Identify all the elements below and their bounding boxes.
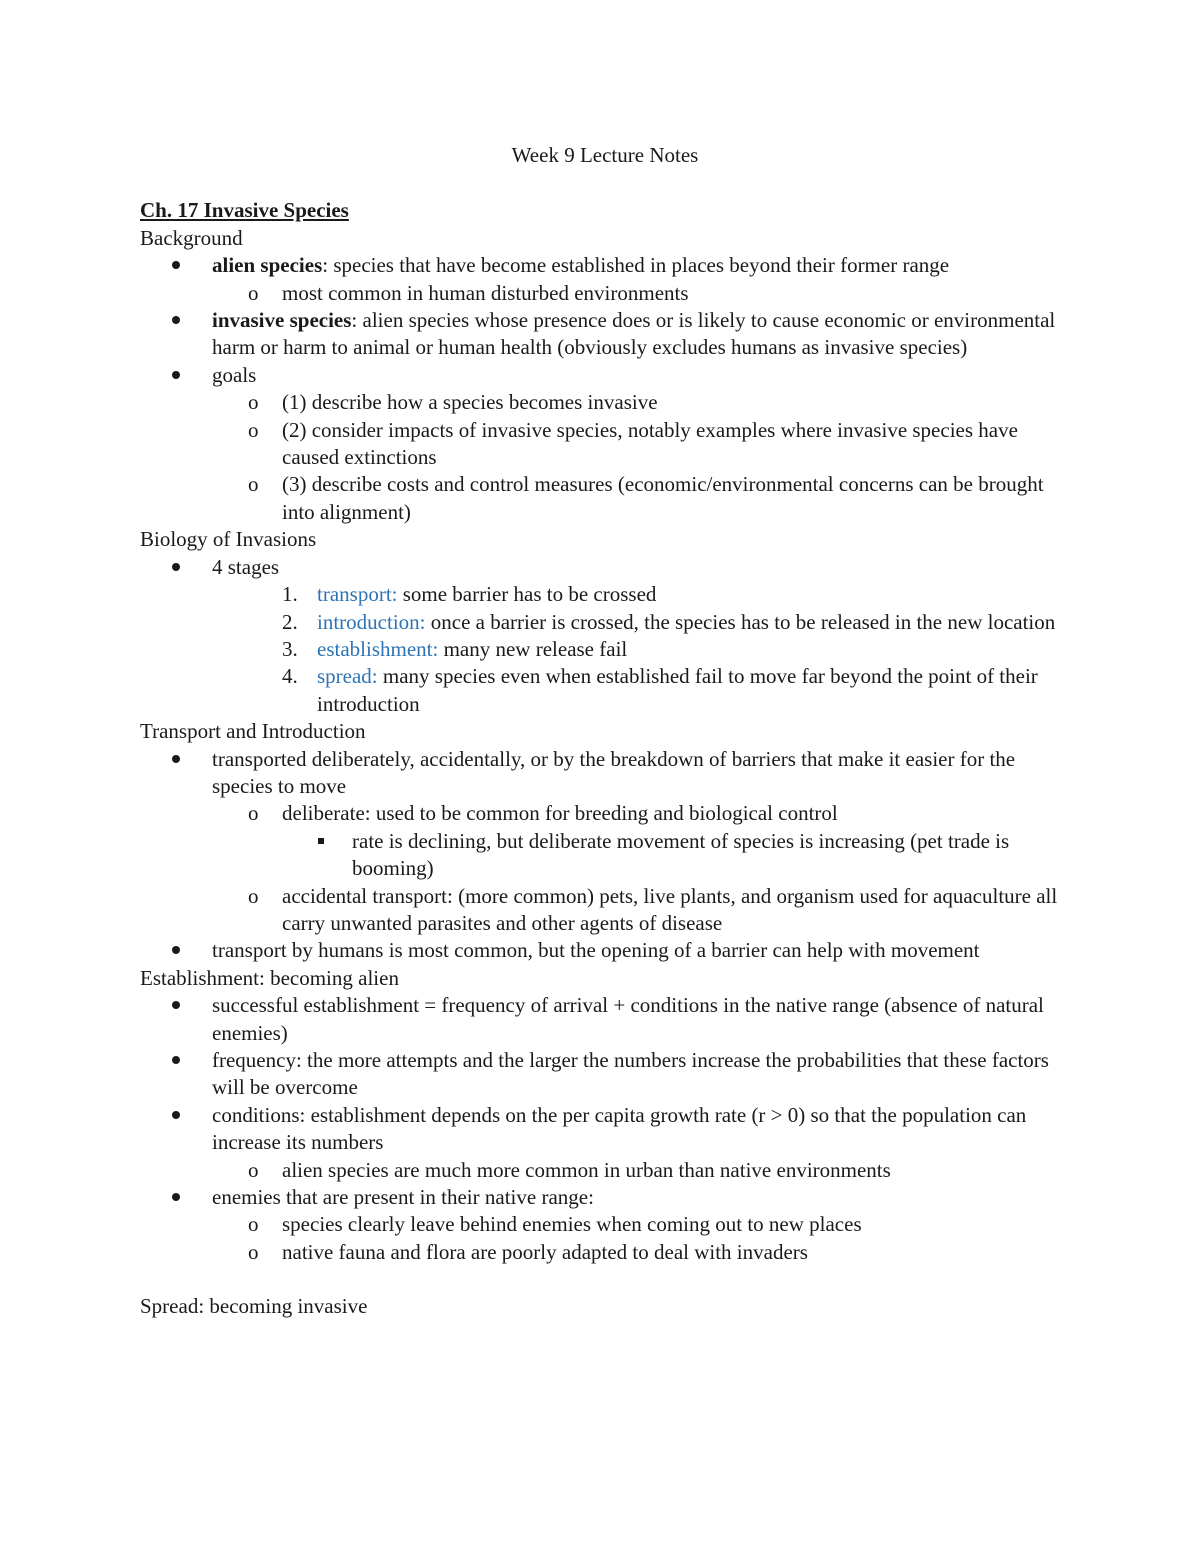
numbered-item: 2. introduction: once a barrier is crossed, the species has to be released in the new location [140,609,1070,636]
square-bullet-icon [318,828,324,855]
list-item: o native fauna and flora are poorly adapted to deal with invaders [140,1239,1070,1266]
numbered-item: 3. establishment: many new release fail [140,636,1070,663]
stage-term: establishment: [317,636,439,661]
bullet-icon [172,1102,180,1129]
list-item: frequency: the more attempts and the larger the numbers increase the probabilities that these factors will be overcome [140,1047,1070,1102]
list-item: 4 stages [140,554,1070,581]
item-number: 3. [282,636,298,661]
bullet-icon [172,252,180,279]
list-item: o deliberate: used to be common for breeding and biological control [140,800,1070,827]
circle-bullet-icon: o [248,1157,259,1182]
list-item: goals [140,362,1070,389]
circle-bullet-icon: o [248,417,259,442]
circle-bullet-icon: o [248,280,259,305]
section-heading-spread: Spread: becoming invasive [140,1294,368,1319]
list-item: o alien species are much more common in urban than native environments [140,1157,1070,1184]
term-invasive-species: invasive species [212,308,352,333]
circle-bullet-icon: o [248,883,259,908]
item-number: 4. [282,664,298,689]
circle-bullet-icon: o [248,390,259,415]
section-heading-background: Background [140,225,243,250]
bullet-icon [172,1184,180,1211]
list-item: o (3) describe costs and control measures (economic/environmental concerns can be brought into alignment) [248,472,1044,524]
stage-term: spread: [317,664,378,689]
definition-invasive-species: : alien species whose presence does or is likely to cause economic or environmental harm or harm to animal or human health (obviously excludes humans as invasive species) [212,308,1056,360]
chapter-heading: Ch. 17 Invasive Species [140,198,349,223]
list-item: o (1) describe how a species becomes invasive [140,389,1070,416]
bullet-icon [172,362,180,389]
list-item: o species clearly leave behind enemies when coming out to new places [140,1211,1070,1238]
bullet-icon [172,992,180,1019]
bullet-icon [172,1047,180,1074]
list-item [140,307,1070,362]
list-item: transport by humans is most common, but the opening of a barrier can help with movement [140,937,1070,964]
circle-bullet-icon: o [248,1239,259,1264]
list-item: rate is declining, but deliberate movement of species is increasing (pet trade is booming) [140,828,1070,883]
list-item: o (2) consider impacts of invasive species, notably examples where invasive species have caused extinctions [248,417,1018,470]
list-item: o accidental transport: (more common) pets, live plants, and organism used for aquaculture all carry unwanted parasites and other agents of disease [248,883,1058,935]
numbered-item: 1. transport: some barrier has to be crossed [140,581,1070,608]
stage-term: transport: [317,582,398,607]
circle-bullet-icon: o [248,801,259,826]
circle-bullet-icon: o [248,472,259,497]
section-heading-biology: Biology of Invasions [140,527,317,552]
bullet-icon [172,554,180,581]
list-item [140,252,1070,279]
bullet-icon [172,937,180,964]
section-heading-establishment: Establishment: becoming alien [140,965,399,990]
document-page [140,142,1070,1321]
bullet-icon [172,307,180,334]
definition-alien-species: : species that have become established in places beyond their former range [322,253,950,278]
item-number: 1. [282,582,298,607]
numbered-item: 4. spread: many species even when established fail to move far beyond the point of their introduction [282,664,1038,716]
spacer [140,1266,1070,1293]
stage-term: introduction: [317,609,426,634]
list-item: enemies that are present in their native range: [140,1184,1070,1211]
section-heading-transport: Transport and Introduction [140,719,366,744]
term-alien-species: alien species [212,253,323,278]
bullet-icon [172,746,180,773]
list-item: o most common in human disturbed environments [140,280,1070,307]
item-number: 2. [282,609,298,634]
page-title: Week 9 Lecture Notes [511,143,699,167]
list-item: conditions: establishment depends on the per capita growth rate (r > 0) so that the population can increase its numbers [140,1102,1070,1157]
circle-bullet-icon: o [248,1212,259,1237]
list-item: transported deliberately, accidentally, or by the breakdown of barriers that make it easier for the species to move [140,746,1070,801]
list-item: successful establishment = frequency of arrival + conditions in the native range (absence of natural enemies) [140,992,1070,1047]
